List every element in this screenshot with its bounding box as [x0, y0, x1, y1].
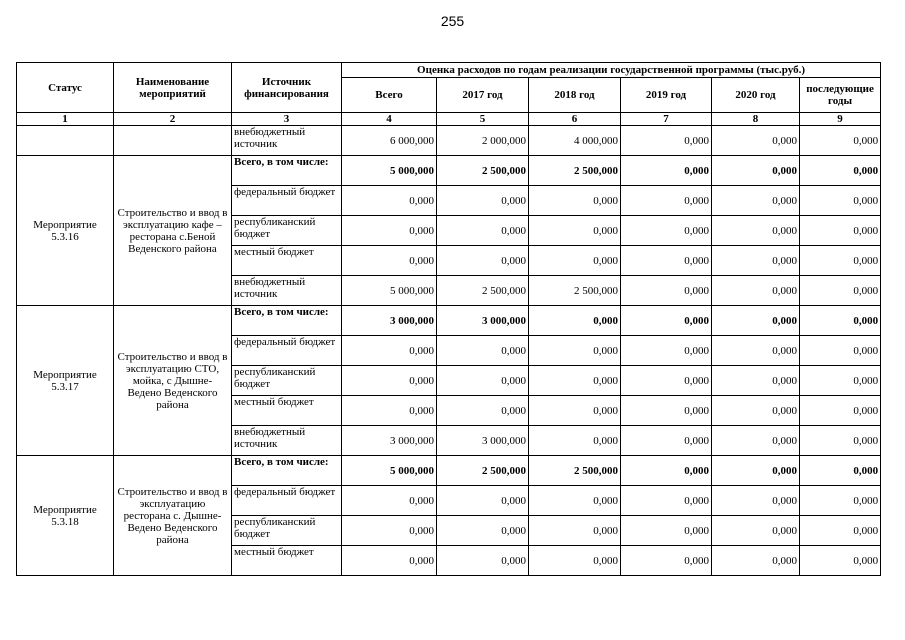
- value-cell: 0,000: [712, 486, 800, 516]
- value-cell: 0,000: [529, 546, 621, 576]
- status-cell: [17, 126, 114, 156]
- value-cell: 0,000: [342, 396, 437, 426]
- value-cell: 3 000,000: [437, 426, 529, 456]
- value-cell: 5 000,000: [342, 156, 437, 186]
- value-cell: 0,000: [437, 186, 529, 216]
- budget-table: [16, 62, 881, 576]
- event-name-cell: Строительство и ввод в эксплуатацию кафе – ресторана с.Беной Веденского района: [114, 156, 232, 306]
- value-cell: 0,000: [342, 486, 437, 516]
- value-cell: 0,000: [437, 246, 529, 276]
- source-cell: республиканский бюджет: [232, 216, 342, 246]
- source-cell: внебюджетный источник: [232, 126, 342, 156]
- value-cell: 0,000: [529, 486, 621, 516]
- value-cell: 0,000: [529, 426, 621, 456]
- value-cell: 0,000: [712, 426, 800, 456]
- value-cell: 2 500,000: [529, 276, 621, 306]
- page-bottom-margin: [0, 592, 905, 640]
- value-cell: 0,000: [800, 456, 881, 486]
- value-cell: 0,000: [437, 366, 529, 396]
- value-cell: 6 000,000: [342, 126, 437, 156]
- value-cell: 0,000: [712, 516, 800, 546]
- value-cell: 0,000: [712, 546, 800, 576]
- value-cell: 0,000: [621, 276, 712, 306]
- value-cell: 0,000: [621, 516, 712, 546]
- value-cell: 0,000: [621, 336, 712, 366]
- value-cell: 0,000: [342, 366, 437, 396]
- source-cell: федеральный бюджет: [232, 336, 342, 366]
- col-header-2017: 2017 год: [437, 78, 529, 113]
- value-cell: 0,000: [800, 396, 881, 426]
- col-number: 2: [114, 113, 232, 126]
- source-cell: местный бюджет: [232, 396, 342, 426]
- value-cell: 0,000: [712, 216, 800, 246]
- value-cell: 0,000: [712, 186, 800, 216]
- value-cell: 0,000: [342, 246, 437, 276]
- value-cell: 0,000: [800, 216, 881, 246]
- value-cell: 0,000: [621, 366, 712, 396]
- value-cell: 2 500,000: [437, 156, 529, 186]
- col-header-later: последующие годы: [800, 78, 881, 113]
- value-cell: 0,000: [712, 366, 800, 396]
- col-header-status: Статус: [17, 63, 114, 113]
- value-cell: 0,000: [621, 246, 712, 276]
- value-cell: 0,000: [621, 186, 712, 216]
- value-cell: 0,000: [437, 396, 529, 426]
- value-cell: 5 000,000: [342, 456, 437, 486]
- col-header-2019: 2019 год: [621, 78, 712, 113]
- value-cell: 0,000: [800, 246, 881, 276]
- value-cell: 2 500,000: [529, 456, 621, 486]
- value-cell: 0,000: [800, 276, 881, 306]
- value-cell: 0,000: [342, 216, 437, 246]
- value-cell: 0,000: [800, 426, 881, 456]
- table-row: [17, 126, 881, 156]
- value-cell: 0,000: [800, 516, 881, 546]
- value-cell: 0,000: [529, 366, 621, 396]
- value-cell: 0,000: [621, 426, 712, 456]
- col-number: 9: [800, 113, 881, 126]
- value-cell: 3 000,000: [342, 426, 437, 456]
- value-cell: 0,000: [712, 456, 800, 486]
- value-cell: 0,000: [437, 546, 529, 576]
- value-cell: 0,000: [712, 306, 800, 336]
- col-header-total: Всего: [342, 78, 437, 113]
- table-row: [17, 306, 881, 336]
- value-cell: 0,000: [800, 306, 881, 336]
- col-header-2018: 2018 год: [529, 78, 621, 113]
- value-cell: 0,000: [621, 486, 712, 516]
- value-cell: 2 500,000: [529, 156, 621, 186]
- source-cell: федеральный бюджет: [232, 486, 342, 516]
- col-number: 5: [437, 113, 529, 126]
- event-name-cell: Строительство и ввод в эксплуатацию СТО, мойка, с Дышне-Ведено Веденского района: [114, 306, 232, 456]
- value-cell: 0,000: [342, 516, 437, 546]
- value-cell: 0,000: [529, 396, 621, 426]
- col-header-estimate: Оценка расходов по годам реализации государственной программы (тыс.руб.): [342, 63, 881, 78]
- value-cell: 0,000: [529, 216, 621, 246]
- value-cell: 0,000: [529, 186, 621, 216]
- value-cell: 0,000: [342, 336, 437, 366]
- value-cell: 2 500,000: [437, 276, 529, 306]
- source-cell: Всего, в том числе:: [232, 156, 342, 186]
- value-cell: 0,000: [712, 156, 800, 186]
- col-number: 4: [342, 113, 437, 126]
- value-cell: 0,000: [437, 216, 529, 246]
- value-cell: 0,000: [800, 336, 881, 366]
- value-cell: 0,000: [342, 546, 437, 576]
- value-cell: 0,000: [621, 456, 712, 486]
- value-cell: 0,000: [800, 186, 881, 216]
- value-cell: 0,000: [529, 246, 621, 276]
- page-number: 255: [440, 13, 465, 29]
- value-cell: 0,000: [800, 156, 881, 186]
- value-cell: 0,000: [529, 336, 621, 366]
- col-number: 1: [17, 113, 114, 126]
- col-number: 6: [529, 113, 621, 126]
- value-cell: 0,000: [712, 126, 800, 156]
- source-cell: Всего, в том числе:: [232, 456, 342, 486]
- value-cell: 3 000,000: [342, 306, 437, 336]
- col-header-2020: 2020 год: [712, 78, 800, 113]
- col-header-event-name: Наименование мероприятий: [114, 63, 232, 113]
- value-cell: 0,000: [621, 306, 712, 336]
- value-cell: 4 000,000: [529, 126, 621, 156]
- value-cell: 0,000: [621, 546, 712, 576]
- status-cell: Мероприятие 5.3.18: [17, 456, 114, 576]
- value-cell: 0,000: [529, 306, 621, 336]
- value-cell: 0,000: [437, 486, 529, 516]
- value-cell: 3 000,000: [437, 306, 529, 336]
- source-cell: республиканский бюджет: [232, 516, 342, 546]
- value-cell: 0,000: [529, 516, 621, 546]
- value-cell: 0,000: [800, 546, 881, 576]
- value-cell: 2 000,000: [437, 126, 529, 156]
- value-cell: 0,000: [621, 396, 712, 426]
- source-cell: внебюджетный источник: [232, 426, 342, 456]
- value-cell: 5 000,000: [342, 276, 437, 306]
- table-row: [17, 156, 881, 186]
- value-cell: 0,000: [712, 336, 800, 366]
- source-cell: местный бюджет: [232, 546, 342, 576]
- col-number: 7: [621, 113, 712, 126]
- status-cell: Мероприятие 5.3.16: [17, 156, 114, 306]
- event-cell: [114, 126, 232, 156]
- source-cell: республиканский бюджет: [232, 366, 342, 396]
- value-cell: 0,000: [712, 276, 800, 306]
- value-cell: 0,000: [800, 366, 881, 396]
- source-cell: Всего, в том числе:: [232, 306, 342, 336]
- value-cell: 0,000: [800, 486, 881, 516]
- col-number: 8: [712, 113, 800, 126]
- source-cell: федеральный бюджет: [232, 186, 342, 216]
- value-cell: 0,000: [437, 336, 529, 366]
- col-number: 3: [232, 113, 342, 126]
- value-cell: 2 500,000: [437, 456, 529, 486]
- table-row: [17, 456, 881, 486]
- value-cell: 0,000: [712, 396, 800, 426]
- status-cell: Мероприятие 5.3.17: [17, 306, 114, 456]
- value-cell: 0,000: [437, 516, 529, 546]
- value-cell: 0,000: [621, 156, 712, 186]
- event-name-cell: Строительство и ввод в эксплуатацию ресторана с. Дышне-Ведено Веденского района: [114, 456, 232, 576]
- source-cell: местный бюджет: [232, 246, 342, 276]
- value-cell: 0,000: [342, 186, 437, 216]
- value-cell: 0,000: [800, 126, 881, 156]
- value-cell: 0,000: [621, 126, 712, 156]
- value-cell: 0,000: [712, 246, 800, 276]
- col-header-source: Источник финансирования: [232, 63, 342, 113]
- source-cell: внебюджетный источник: [232, 276, 342, 306]
- value-cell: 0,000: [621, 216, 712, 246]
